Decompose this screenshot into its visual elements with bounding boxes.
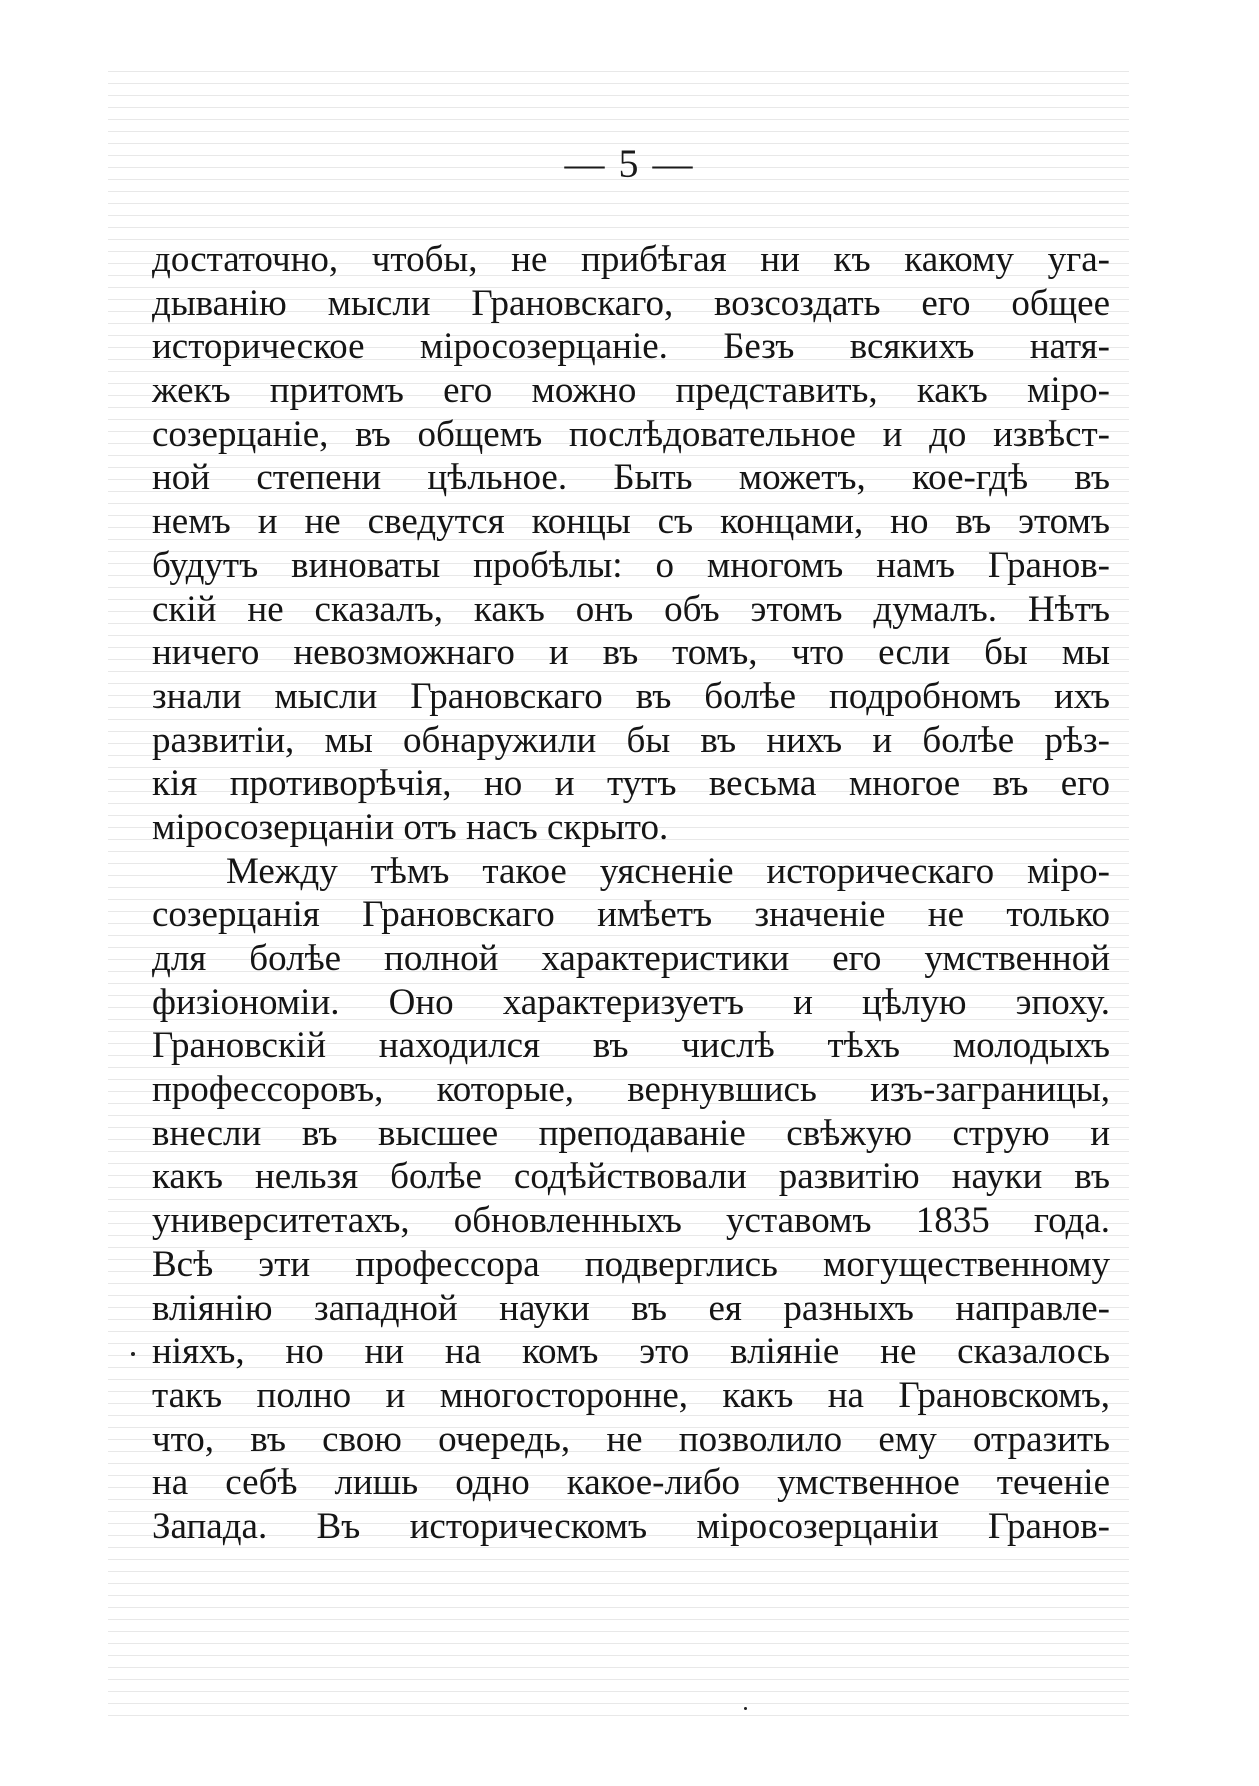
text-line: на себѣ лишь одно какое-либо умственное теченіе	[152, 1462, 1110, 1504]
page-top-margin	[0, 0, 1259, 60]
page-right-margin	[1129, 0, 1259, 1786]
text-line: физіономіи. Оно характеризуетъ и цѣлую эпоху.	[152, 981, 1110, 1023]
text-line: созерцаніе, въ общемъ послѣдовательное и до извѣст-	[152, 413, 1110, 455]
text-line: дыванію мысли Грановскаго, возсоздать его общее	[152, 282, 1110, 324]
text-line: профессоровъ, которые, вернувшись изъ-заграницы,	[152, 1069, 1110, 1111]
text-line: жекъ притомъ его можно представить, какъ міро-	[152, 370, 1110, 412]
text-line: ной степени цѣльное. Быть можетъ, кое-гдѣ въ	[152, 457, 1110, 499]
text-line: будутъ виноваты пробѣлы: о многомъ намъ Гранов-	[152, 544, 1110, 586]
text-line: знали мысли Грановскаго въ болѣе подробномъ ихъ	[152, 675, 1110, 717]
text-line: Запада. Въ историческомъ міросозерцаніи Гранов-	[152, 1505, 1110, 1547]
text-line: міросозерцаніи отъ насъ скрыто.	[152, 806, 669, 848]
text-line: Грановскій находился въ числѣ тѣхъ молодыхъ	[152, 1025, 1110, 1067]
ink-speck	[131, 1352, 135, 1356]
text-line: ніяхъ, но ни на комъ это вліяніе не сказалось	[152, 1331, 1110, 1373]
text-line: какъ нельзя болѣе содѣйствовали развитію науки въ	[152, 1156, 1110, 1198]
page-left-margin	[0, 0, 108, 1786]
page-number: — 5 —	[564, 141, 695, 186]
body-text	[152, 238, 1110, 1549]
text-line: университетахъ, обновленныхъ уставомъ 1835 года.	[152, 1200, 1110, 1242]
text-line: Между тѣмъ такое уясненіе историческаго міро-	[226, 850, 1110, 892]
text-line: вліянію западной науки въ ея разныхъ направле-	[152, 1287, 1110, 1329]
page-bottom-margin	[0, 1726, 1259, 1786]
text-line: немъ и не сведутся концы съ концами, но въ этомъ	[152, 501, 1110, 543]
text-line: историческое міросозерцаніе. Безъ всякихъ натя-	[152, 326, 1110, 368]
text-line: ничего невозможнаго и въ томъ, что если бы мы	[152, 632, 1110, 674]
ink-speck	[744, 1707, 747, 1710]
text-line: развитіи, мы обнаружили бы въ нихъ и болѣе рѣз-	[152, 719, 1110, 761]
text-line: Всѣ эти профессора подверглись могущественному	[152, 1243, 1110, 1285]
text-line: внесли въ высшее преподаваніе свѣжую струю и	[152, 1112, 1110, 1154]
text-line: для болѣе полной характеристики его умственной	[152, 938, 1110, 979]
text-line: достаточно, чтобы, не прибѣгая ни къ какому уга-	[152, 239, 1110, 280]
text-line: что, въ свою очередь, не позволило ему отразить	[152, 1418, 1110, 1460]
text-line: созерцанія Грановскаго имѣетъ значеніе не только	[152, 894, 1110, 936]
text-line: кія противорѣчія, но и тутъ весьма многое въ его	[152, 763, 1110, 805]
text-line: такъ полно и многосторонне, какъ на Грановскомъ,	[152, 1374, 1110, 1416]
text-line: скій не сказалъ, какъ онъ объ этомъ думалъ. Нѣтъ	[152, 588, 1110, 630]
